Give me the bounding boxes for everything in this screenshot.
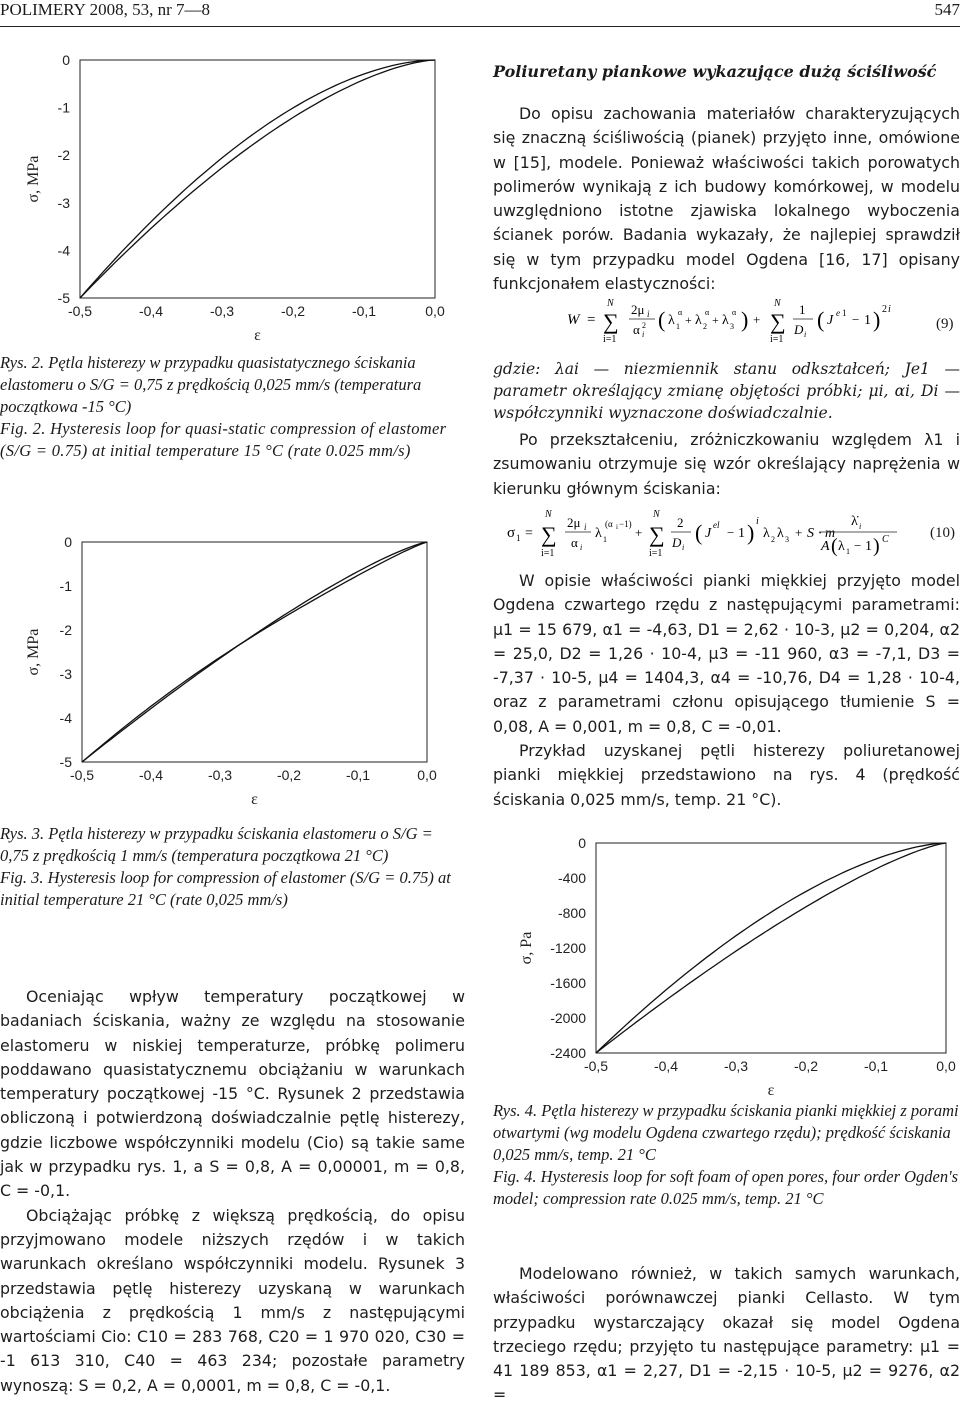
svg-text:(: ( xyxy=(695,520,702,545)
svg-text:+: + xyxy=(685,313,692,327)
unloading-curve xyxy=(596,843,946,1053)
svg-text:C: C xyxy=(882,534,889,545)
svg-text:J: J xyxy=(827,313,834,328)
equation-10-graphic xyxy=(505,505,905,561)
equation-9-number: (9) xyxy=(936,316,954,333)
svg-text:N: N xyxy=(606,298,615,309)
svg-text:λ: λ xyxy=(695,313,702,328)
right-paragraph-1: Do opisu zachowania materiałów charakteryzujących się znaczną ściśliwością (pianek) przyjęto inne, omówione w [15], modele. Ponieważ właściwości takich porowatych polimerów wynikają z ich budowy komórkowej, w modelu uwzględniono istotne zjawiska lokalnego wyboczenia ścianek porów. Badania wykazały, że najlepiej sprawdził się w tym przypadku model Ogdena [16, 17] opisany funkcjonałem elastyczności: xyxy=(493,102,960,296)
x-tick-label: 0,0 xyxy=(417,767,437,783)
svg-text:i: i xyxy=(859,522,861,531)
svg-text:N: N xyxy=(544,509,553,520)
svg-text:1: 1 xyxy=(603,535,607,544)
right-paragraph-3-block xyxy=(493,569,960,812)
svg-text:(: ( xyxy=(658,307,665,332)
svg-text:=: = xyxy=(587,312,595,328)
plot-frame xyxy=(80,60,435,298)
svg-text:1: 1 xyxy=(516,533,521,543)
x-tick-label: -0,2 xyxy=(281,303,305,319)
y-tick-label: -1 xyxy=(60,578,73,594)
svg-text:D: D xyxy=(671,535,682,550)
y-tick-label: -400 xyxy=(558,870,586,886)
svg-text:N: N xyxy=(773,298,782,309)
y-tick-label: -2 xyxy=(58,147,71,163)
svg-text:2: 2 xyxy=(677,515,684,530)
loading-curve xyxy=(80,60,435,298)
svg-text:): ) xyxy=(873,307,880,332)
x-tick-label: -0,3 xyxy=(208,767,232,783)
svg-text:1: 1 xyxy=(842,308,847,318)
y-tick-label: -3 xyxy=(58,195,71,211)
figure-3-caption-pl: Rys. 3. Pętla histerezy w przypadku ściskania elastomeru o S/G = 0,75 z prędkością 1 mm/s (temperatura początkowa 21 °C) xyxy=(0,823,465,867)
svg-text:J: J xyxy=(705,526,712,541)
svg-text:·: · xyxy=(818,525,822,540)
y-tick-label: 0 xyxy=(578,835,586,851)
y-axis-label: σ, MPa xyxy=(25,629,42,676)
svg-text:λ: λ xyxy=(763,526,770,541)
figure-2-caption-en: Fig. 2. Hysteresis loop for quasi-static compression of elastomer (S/G = 0.75) at initial temperature 15 °C (rate 0.025 mm/s) xyxy=(0,418,465,462)
fig3-svg xyxy=(0,530,450,820)
svg-text:i=1: i=1 xyxy=(649,548,662,559)
right-paragraph-2: Po przekształceniu, zróżniczkowaniu względem λ1 i zsumowaniu otrzymuje się wzór określający naprężenia w kierunku głównym ściskania: xyxy=(493,428,960,501)
svg-text:2: 2 xyxy=(642,321,646,330)
x-tick-label: -0,1 xyxy=(346,767,370,783)
fig2-svg xyxy=(0,40,450,350)
figure-4-chart xyxy=(493,830,960,1098)
right-paragraph-4: Przykład uzyskanej pętli histerezy poliuretanowej pianki miękkiej przedstawiono na rys. 4 (prędkość ściskania 0,025 mm/s, temp. 21 °C). xyxy=(493,739,960,812)
svg-text:): ) xyxy=(873,535,880,557)
y-axis-label: σ, MPa xyxy=(25,156,42,203)
svg-text:λ: λ xyxy=(838,539,845,554)
svg-text:∑: ∑ xyxy=(649,522,665,547)
y-axis-label: σ, Pa xyxy=(518,932,535,965)
y-tick-label: -800 xyxy=(558,905,586,921)
svg-text:(α: (α xyxy=(605,519,613,529)
y-tick-label: 0 xyxy=(64,534,72,550)
svg-text:2μ: 2μ xyxy=(631,302,645,317)
left-column-text xyxy=(0,985,465,1398)
svg-text:i=1: i=1 xyxy=(770,334,783,344)
svg-text:2μ: 2μ xyxy=(567,515,581,530)
svg-text:∑: ∑ xyxy=(603,309,619,334)
svg-text:i: i xyxy=(804,330,806,339)
svg-text:i=1: i=1 xyxy=(603,334,616,344)
y-tick-label: -1200 xyxy=(550,940,586,956)
y-tick-label: -1 xyxy=(58,100,71,116)
svg-text:=: = xyxy=(525,526,533,541)
svg-text:el: el xyxy=(713,520,720,530)
fig4-svg xyxy=(493,830,960,1098)
svg-text:+: + xyxy=(712,313,719,327)
x-tick-label: 0,0 xyxy=(936,1058,956,1074)
svg-text:i: i xyxy=(647,309,650,319)
svg-text:i=1: i=1 xyxy=(541,548,554,559)
svg-text:i: i xyxy=(888,304,891,315)
svg-text:1: 1 xyxy=(799,302,806,317)
svg-text:): ) xyxy=(747,520,754,545)
svg-text:1: 1 xyxy=(676,322,680,331)
y-tick-label: -2 xyxy=(60,622,73,638)
figure-2-caption-pl: Rys. 2. Pętla histerezy w przypadku quasistatycznego ściskania elastomeru o S/G = 0,75 z prędkością 0,025 mm/s (temperatura początkowa -15 °C) xyxy=(0,352,465,418)
figure-4-caption xyxy=(493,1100,960,1210)
x-tick-label: -0,2 xyxy=(277,767,301,783)
plot-frame xyxy=(596,843,946,1053)
svg-text:e: e xyxy=(836,308,840,318)
svg-text:λ: λ xyxy=(668,313,675,328)
y-tick-label: -5 xyxy=(58,290,71,306)
left-paragraph-2: Obciążając próbkę z większą prędkością, do opisu przyjmowano modele niższych rzędów i w takich warunkach określano współczynniki modelu. Rysunek 3 przedstawia pętlę histerezy uzyskaną w warunkach obciążenia z prędkością 1 mm/s z następującymi wartościami Cio: C10 = 283 768, C20 = 1 970 020, C30 = -1 613 310, C40 = 463 234; pozostałe parametry wynoszą: S = 0,2, A = 0,0001, m = 0,8, C = -0,1. xyxy=(0,1204,465,1398)
page-number: 547 xyxy=(935,0,960,20)
x-tick-label: -0,1 xyxy=(864,1058,888,1074)
x-tick-label: -0,5 xyxy=(68,303,92,319)
y-tick-label: -4 xyxy=(58,242,71,258)
figure-3-chart xyxy=(0,530,450,820)
svg-text:∑: ∑ xyxy=(541,522,557,547)
svg-text:): ) xyxy=(741,307,748,332)
svg-text:3: 3 xyxy=(785,535,789,544)
figure-2-chart xyxy=(0,40,450,350)
svg-text:i: i xyxy=(616,523,618,531)
x-tick-label: -0,5 xyxy=(70,767,94,783)
equation-10 xyxy=(505,505,905,561)
figure-2-caption xyxy=(0,352,465,462)
x-axis-label: ε xyxy=(768,1082,775,1099)
svg-text:(: ( xyxy=(817,307,824,332)
left-paragraph-1: Oceniając wpływ temperatury początkowej w badaniach ściskania, ważny ze względu na stosowanie elastomeru w niskiej temperaturze, próbkę polimeru poddawano quasistatycznemu obciążaniu w warunkach temperatury początkowej -15 °C. Rysunek 2 przedstawia obliczoną i potwierdzoną doświadczalnie pętlę histerezy, gdzie liczbowe współczynniki modelu (Cio) są takie same jak w przypadku rys. 1, a S = 0,8, A = 0,00001, m = 0,8, C = -0,1. xyxy=(0,985,465,1204)
running-header xyxy=(0,0,960,24)
svg-text:A: A xyxy=(820,539,830,554)
figure-3-caption xyxy=(0,823,465,911)
svg-text:1: 1 xyxy=(738,526,745,541)
svg-text:α: α xyxy=(633,322,640,337)
unloading-curve xyxy=(80,60,435,298)
equation-9-graphic xyxy=(565,292,895,344)
equation-10-number: (10) xyxy=(930,525,955,542)
svg-text:α: α xyxy=(705,308,710,317)
y-tick-label: -5 xyxy=(60,754,73,770)
right-paragraph-5-block xyxy=(493,1262,960,1408)
svg-text:α: α xyxy=(571,535,578,550)
figure-4-caption-pl: Rys. 4. Pętla histerezy w przypadku ściskania pianki miękkiej z porami otwartymi (wg modelu Ogdena czwartego rzędu); prędkość ściskania 0,025 mm/s, temp. 21 °C xyxy=(493,1100,960,1166)
svg-text:i: i xyxy=(584,522,587,532)
section-heading: Poliuretany piankowe wykazujące dużą ściśliwość xyxy=(493,62,960,81)
svg-text:λ: λ xyxy=(722,313,729,328)
svg-text:1: 1 xyxy=(864,313,871,328)
svg-text:S: S xyxy=(807,526,814,541)
svg-text:α: α xyxy=(678,308,683,317)
equation-9 xyxy=(565,292,895,344)
figure-3-caption-en: Fig. 3. Hysteresis loop for compression of elastomer (S/G = 0.75) at initial temperature 21 °C (rate 0,025 mm/s) xyxy=(0,867,465,911)
svg-text:∑: ∑ xyxy=(770,309,786,334)
svg-text:−: − xyxy=(854,538,861,553)
svg-text:D: D xyxy=(793,322,804,337)
y-tick-label: -1600 xyxy=(550,975,586,991)
svg-text:1: 1 xyxy=(865,539,872,554)
svg-text:−: − xyxy=(852,312,859,327)
svg-text:2: 2 xyxy=(771,535,775,544)
y-tick-label: -2000 xyxy=(550,1010,586,1026)
svg-text:(: ( xyxy=(831,535,838,557)
right-paragraph-2-block xyxy=(493,428,960,501)
svg-text:λ: λ xyxy=(595,526,602,541)
y-tick-label: 0 xyxy=(62,52,70,68)
svg-text:+: + xyxy=(635,525,642,540)
svg-text:+: + xyxy=(795,525,802,540)
svg-text:2: 2 xyxy=(882,304,887,315)
right-paragraph-1-block xyxy=(493,102,960,296)
svg-text:−: − xyxy=(727,525,734,540)
svg-text:−1): −1) xyxy=(619,519,632,529)
svg-text:N: N xyxy=(652,509,661,520)
svg-text:σ: σ xyxy=(507,525,515,541)
journal-title: POLIMERY 2008, 53, nr 7—8 xyxy=(0,0,210,20)
svg-text:m: m xyxy=(825,526,835,541)
svg-text:W: W xyxy=(567,312,581,328)
x-tick-label: -0,4 xyxy=(139,767,163,783)
where-clause: gdzie: λai — niezmiennik stanu odkształceń; Je1 — parametr określający zmianę objętości próbki; μi, αi, Di — współczynniki wyznaczone doświadczalnie. xyxy=(493,358,960,424)
svg-text:3: 3 xyxy=(730,322,734,331)
x-axis-label: ε xyxy=(254,327,261,344)
x-tick-label: -0,4 xyxy=(654,1058,678,1074)
x-axis-label: ε xyxy=(251,791,258,808)
x-tick-label: -0,3 xyxy=(724,1058,748,1074)
plot-frame xyxy=(82,542,427,762)
svg-text:2: 2 xyxy=(703,322,707,331)
x-tick-label: -0,5 xyxy=(584,1058,608,1074)
svg-text:i: i xyxy=(682,543,684,552)
x-tick-label: -0,1 xyxy=(352,303,376,319)
x-tick-label: -0,3 xyxy=(210,303,234,319)
loading-curve xyxy=(596,843,946,1053)
svg-text:i: i xyxy=(580,543,582,552)
right-paragraph-5: Modelowano również, w takich samych warunkach, właściwości porównawczej pianki Cellasto. W tym przypadku wystarczający okazał się model Ogdena trzeciego rzędu; przyjęto tu następujące parametry: μ1 = 41 189 853, α1 = 2,27, D1 = -2,15 · 10-5, μ2 = 9276, α2 = xyxy=(493,1262,960,1408)
y-tick-label: -4 xyxy=(60,710,73,726)
x-tick-label: -0,2 xyxy=(794,1058,818,1074)
loading-curve xyxy=(82,542,427,762)
y-tick-label: -2400 xyxy=(550,1045,586,1061)
unloading-curve xyxy=(82,542,427,762)
svg-text:i: i xyxy=(756,516,759,527)
svg-text:1: 1 xyxy=(846,547,850,556)
svg-text:λ: λ xyxy=(777,526,784,541)
x-tick-label: 0,0 xyxy=(425,303,445,319)
svg-text:+: + xyxy=(753,312,760,327)
y-tick-label: -3 xyxy=(60,666,73,682)
right-paragraph-3: W opisie właściwości pianki miękkiej przyjęto model Ogdena czwartego rzędu z następującymi parametrami: μ1 = 15 679, α1 = -4,63, D1 = 2,62 · 10-3, μ2 = 0,204, α2 = 25,0, D2 = 1,26 · 10-4, μ3 = -11 960, α3 = -7,1, D3 = -7,37 · 10-5, μ4 = 1404,3, α4 = -10,76, D4 = 1,28 · 10-4, oraz z parametrami członu opisującego tłumienie S = 0,08, A = 0,001, m = 0,8, C = -0,01. xyxy=(493,569,960,739)
figure-4-caption-en: Fig. 4. Hysteresis loop for soft foam of open pores, four order Ogden's model; compression rate 0.025 mm/s, temp. 21 °C xyxy=(493,1166,960,1210)
svg-text:i: i xyxy=(642,330,644,339)
svg-text:α: α xyxy=(732,308,737,317)
x-tick-label: -0,4 xyxy=(139,303,163,319)
svg-text:λ̇: λ̇ xyxy=(851,514,859,529)
header-rule xyxy=(0,26,960,27)
